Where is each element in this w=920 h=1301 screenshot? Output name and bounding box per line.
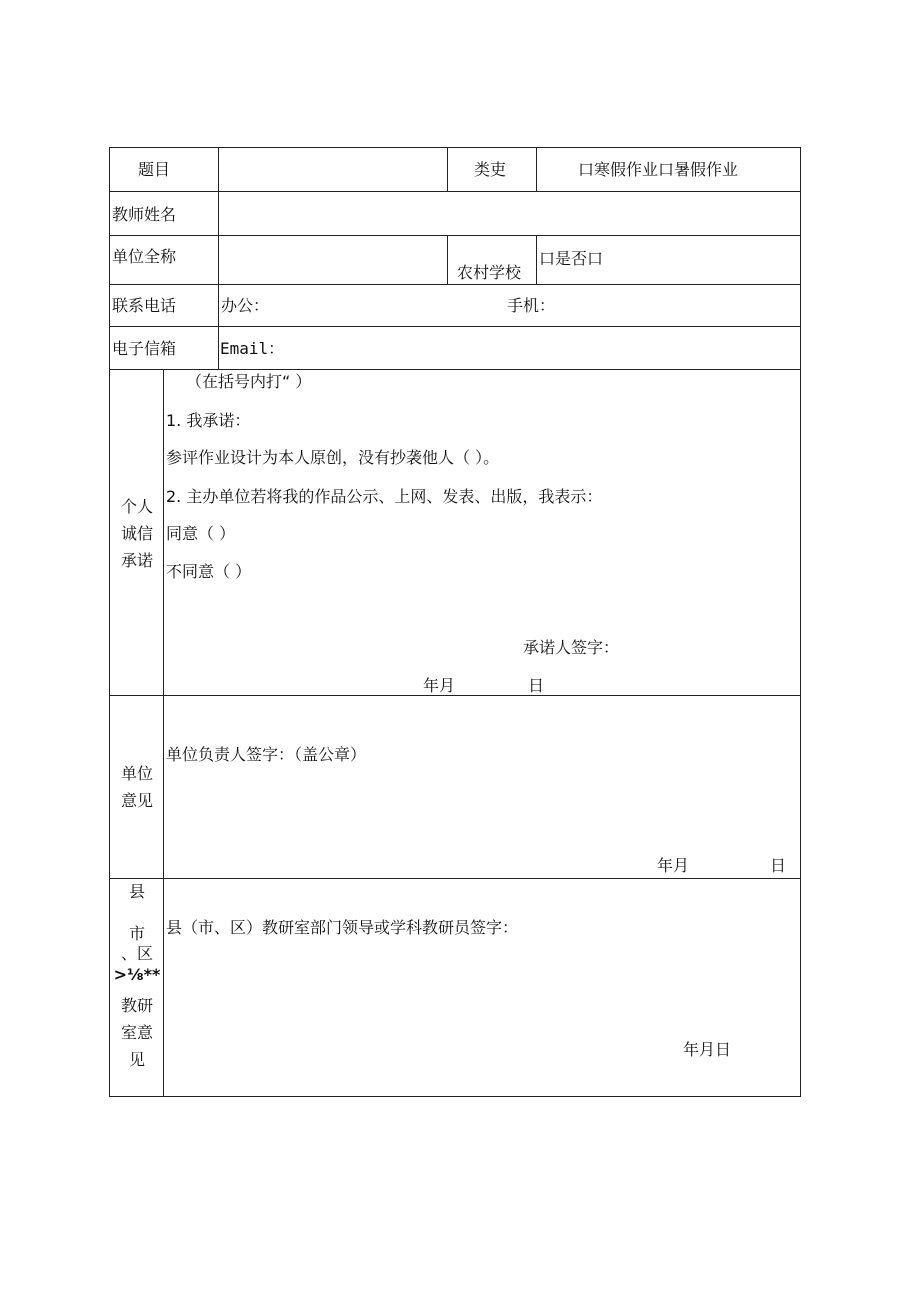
pledge-item1-text: 参评作业设计为本人原创，没有抄袭他人（ ）。 [166, 448, 500, 467]
unit-opinion-date-day: 日 [770, 856, 787, 875]
rural-school-label: 农村学校 [457, 263, 522, 282]
county-opinion-date: 年月日 [683, 1040, 732, 1059]
unit-opinion-date-year-month: 年月 [657, 856, 690, 875]
row-divider [110, 369, 800, 370]
application-form-table [109, 147, 801, 1097]
category-label: 类吏 [474, 160, 507, 179]
pledge-date-year-month: 年月 [423, 676, 456, 695]
rural-school-options[interactable]: 口是否口 [539, 249, 604, 268]
column-divider [536, 235, 537, 284]
category-options[interactable]: 口寒假作业口暑假作业 [578, 160, 739, 179]
pledger-signature-label: 承诺人签字： [523, 638, 620, 657]
row-divider [110, 878, 800, 879]
county-research-signature-label: 县（市、区）教研室部门领导或学科教研员签字： [166, 918, 519, 937]
county-opinion-side-label: 县 市 、区 >⅛** 教研 室意 见 [113, 882, 161, 1069]
teacher-name-field[interactable] [219, 192, 799, 235]
agree-option[interactable]: 同意（ ） [166, 524, 236, 543]
disagree-option[interactable]: 不同意（ ） [166, 562, 252, 581]
unit-head-signature-label: 单位负责人签字：（盖公章） [166, 745, 367, 764]
pledge-item2-title: 2. 主办单位若将我的作品公示、上网、发表、出版，我表示： [166, 487, 603, 506]
column-divider [218, 326, 219, 370]
pledge-item1-title: 1. 我承诺： [166, 411, 251, 430]
email-field-label: Email： [220, 339, 285, 358]
unit-name-field[interactable] [219, 236, 447, 284]
title-field[interactable] [219, 148, 447, 191]
row-divider [110, 284, 800, 285]
mobile-phone-label: 手机： [507, 296, 556, 315]
pledge-instruction: （在括号内打“ ） [186, 372, 312, 391]
row-divider [110, 326, 800, 327]
column-divider [536, 148, 537, 191]
column-divider [447, 235, 448, 284]
unit-name-label: 单位全称 [112, 247, 177, 266]
teacher-name-label: 教师姓名 [112, 205, 177, 224]
title-label: 题目 [138, 160, 171, 179]
row-divider [110, 235, 800, 236]
unit-opinion-side-label: 单位 意见 [120, 764, 153, 810]
pledge-date-day: 日 [528, 676, 545, 695]
email-row-label: 电子信箱 [112, 339, 177, 358]
column-divider [447, 148, 448, 191]
phone-label: 联系电话 [112, 296, 177, 315]
pledge-side-label: 个人 诚信 承诺 [120, 497, 153, 570]
office-phone-label: 办公： [221, 296, 270, 315]
